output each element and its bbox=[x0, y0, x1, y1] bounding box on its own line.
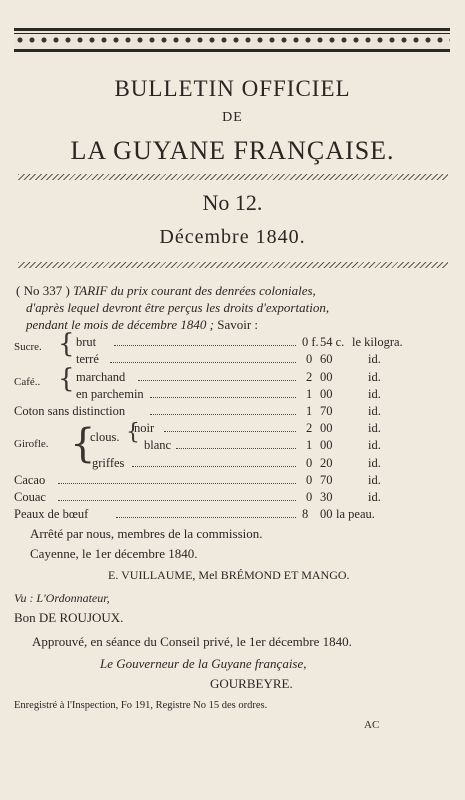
leader-dots bbox=[114, 335, 296, 346]
price-unit: id. bbox=[368, 473, 381, 487]
tariff-row bbox=[0, 490, 465, 506]
price-unit: id. bbox=[368, 438, 381, 452]
gouverneur-name: GOURBEYRE. bbox=[210, 676, 293, 691]
item-label: griffes bbox=[92, 456, 125, 470]
intro-text1: TARIF du prix courant des denrées coloniales, bbox=[73, 283, 316, 298]
approuve-text: Approuvé, en séance du Conseil privé, le 1er décembre 1840. bbox=[32, 634, 352, 649]
price-unit: le kilogra. bbox=[352, 335, 403, 349]
price-cents: 70 bbox=[320, 473, 333, 487]
leader-dots bbox=[176, 438, 296, 449]
price-francs: 8 bbox=[302, 507, 309, 521]
registre-text: Enregistré à l'Inspection, Fo 191, Registre No 15 des ordres. bbox=[14, 700, 268, 711]
brace: { bbox=[70, 421, 96, 467]
price-unit: id. bbox=[368, 370, 381, 384]
leader-dots bbox=[138, 370, 296, 381]
leader-dots bbox=[164, 421, 296, 432]
group-label: Café.. bbox=[14, 376, 41, 388]
tariff-row bbox=[0, 404, 465, 420]
price-unit: id. bbox=[368, 387, 381, 401]
price-francs: 0 bbox=[306, 473, 313, 487]
arrete-text: Arrêté par nous, membres de la commission. bbox=[30, 526, 263, 541]
leader-dots bbox=[150, 404, 296, 415]
tariff-row bbox=[0, 387, 465, 403]
ornamental-border bbox=[14, 28, 450, 52]
leader-dots bbox=[110, 352, 296, 363]
price-cents: 00 bbox=[320, 438, 333, 452]
price-cents: 60 bbox=[320, 352, 333, 366]
price-unit: id. bbox=[368, 421, 381, 435]
leader-dots bbox=[116, 507, 296, 518]
intro-text3: pendant le mois de décembre 1840 ; bbox=[26, 317, 214, 332]
price-unit: id. bbox=[368, 352, 381, 366]
title-line3: LA GUYANE FRANÇAISE. bbox=[70, 136, 395, 165]
brace: { bbox=[58, 364, 75, 394]
price-unit: la peau. bbox=[336, 507, 375, 521]
brace: { bbox=[126, 420, 140, 445]
decree-ref: ( No 337 ) bbox=[16, 283, 70, 298]
clous-label: clous. bbox=[90, 430, 120, 444]
price-francs: 0 f. bbox=[302, 335, 319, 349]
price-cents: 00 bbox=[320, 507, 333, 521]
tariff-row bbox=[0, 507, 465, 523]
price-francs: 0 bbox=[306, 456, 313, 470]
brace: { bbox=[58, 329, 75, 359]
item-label: brut bbox=[76, 335, 97, 349]
price-cents: 00 bbox=[320, 370, 333, 384]
tariff-intro bbox=[16, 282, 446, 333]
intro-text2: d'après lequel devront être perçus les droits d'exportation, bbox=[26, 300, 330, 315]
divider-rule bbox=[18, 174, 448, 180]
price-francs: 2 bbox=[306, 370, 313, 384]
group-label: Girofle. bbox=[14, 438, 49, 450]
initials: AC bbox=[364, 719, 380, 731]
price-unit: id. bbox=[368, 456, 381, 470]
leader-dots bbox=[58, 490, 296, 501]
item-label: blanc bbox=[144, 438, 172, 452]
vu-text: Vu : L'Ordonnateur, bbox=[14, 591, 110, 605]
price-francs: 1 bbox=[306, 387, 313, 401]
item-label: Coton sans distinction bbox=[14, 404, 126, 418]
leader-dots bbox=[132, 456, 296, 467]
price-cents: 30 bbox=[320, 490, 333, 504]
place-date: Cayenne, le 1er décembre 1840. bbox=[30, 546, 198, 561]
item-label: en parchemin bbox=[76, 387, 144, 401]
item-label: Cacao bbox=[14, 473, 46, 487]
price-unit: id. bbox=[368, 490, 381, 504]
issue-date: Décembre 1840. bbox=[159, 226, 306, 248]
price-francs: 2 bbox=[306, 421, 313, 435]
signatories: E. VUILLAUME, Mel BRÉMOND ET MANGO. bbox=[108, 568, 350, 582]
price-francs: 1 bbox=[306, 438, 313, 452]
price-unit: id. bbox=[368, 404, 381, 418]
price-cents: 00 bbox=[320, 387, 333, 401]
divider-rule bbox=[18, 262, 448, 268]
item-label: noir bbox=[134, 421, 155, 435]
group-label: Sucre. bbox=[14, 341, 42, 353]
price-francs: 0 bbox=[306, 490, 313, 504]
savoir-label: Savoir : bbox=[217, 317, 259, 332]
gouverneur-title: Le Gouverneur de la Guyane française, bbox=[100, 656, 307, 671]
tariff-row bbox=[0, 456, 465, 472]
title-line1: BULLETIN OFFICIEL bbox=[114, 76, 351, 101]
title-line2: DE bbox=[222, 110, 243, 125]
leader-dots bbox=[150, 387, 296, 398]
item-label: Peaux de bœuf bbox=[14, 507, 89, 521]
item-label: Couac bbox=[14, 490, 46, 504]
price-cents: 00 bbox=[320, 421, 333, 435]
issue-number: No 12. bbox=[202, 190, 263, 215]
price-cents: 20 bbox=[320, 456, 333, 470]
price-francs: 1 bbox=[306, 404, 313, 418]
price-francs: 0 bbox=[306, 352, 313, 366]
item-label: marchand bbox=[76, 370, 126, 384]
item-label: terré bbox=[76, 352, 99, 366]
price-cents: 70 bbox=[320, 404, 333, 418]
leader-dots bbox=[58, 473, 296, 484]
tariff-row bbox=[0, 473, 465, 489]
baron-name: Bon DE ROUJOUX. bbox=[14, 610, 124, 625]
price-cents: 54 c. bbox=[320, 335, 345, 349]
